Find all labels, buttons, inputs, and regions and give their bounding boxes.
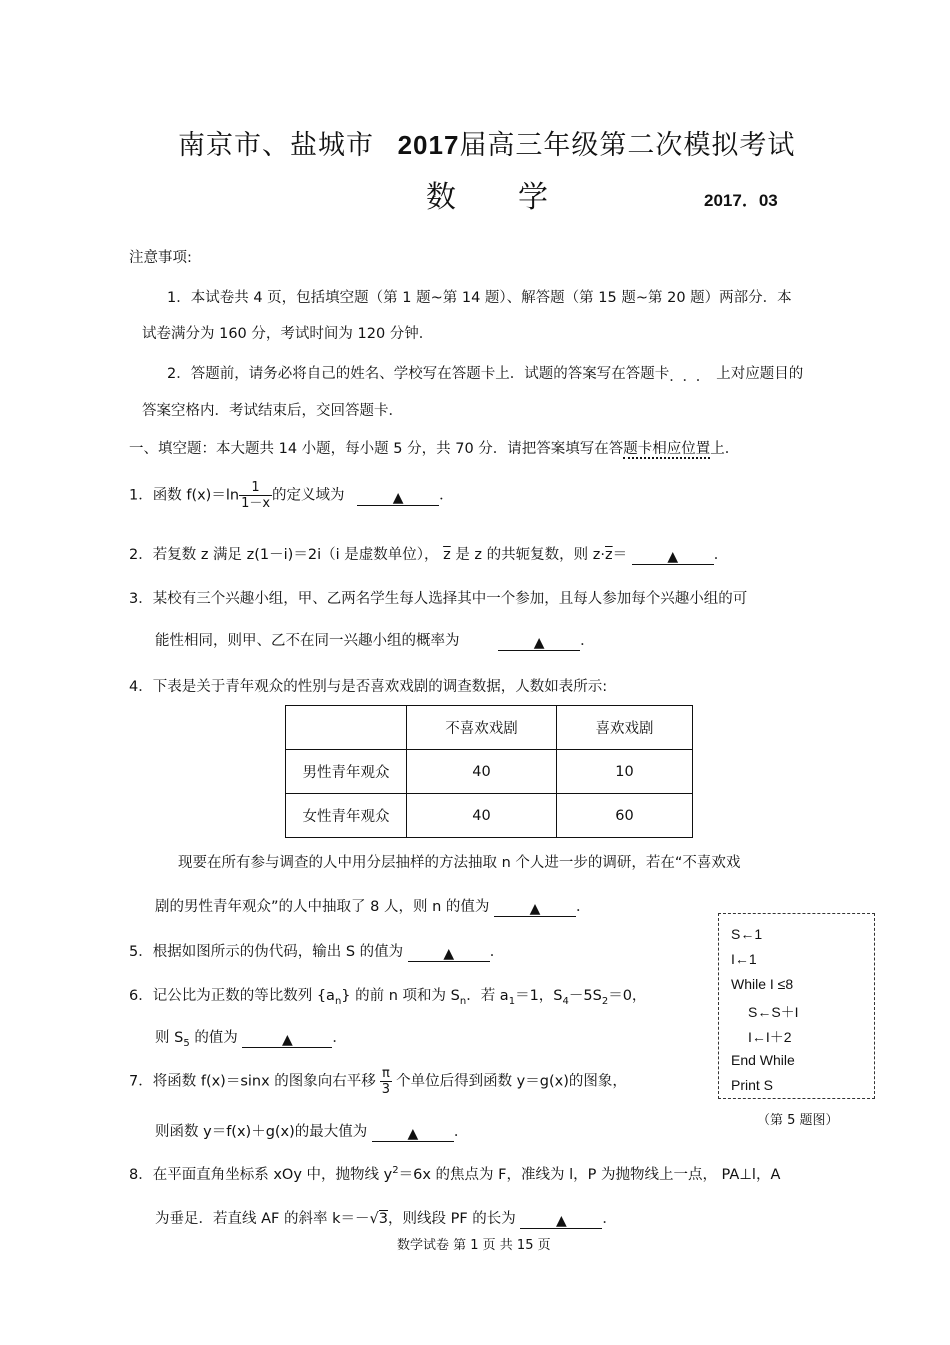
notice-item1-line1: 1．本试卷共 4 页，包括填空题（第 1 题~第 14 题）、解答题（第 15 题~第 20 题）两部分．本 xyxy=(167,290,792,306)
q3-answer-blank: ▲ xyxy=(498,636,580,651)
q7-text-b: 个单位后得到函数 y＝g(x)的图象， xyxy=(396,1073,627,1090)
exam-title xyxy=(178,123,795,162)
table-header-cell xyxy=(286,706,407,750)
question-4-line1: 4．下表是关于青年观众的性别与是否喜欢戏剧的调查数据，人数如表所示: xyxy=(129,679,608,695)
notice-heading: 注意事项: xyxy=(129,250,192,266)
q8-line2-text-a: 为垂足．若直线 AF 的斜率 k＝－ xyxy=(155,1211,370,1227)
q5-answer-blank: ▲ xyxy=(408,947,490,962)
q5-text: 5．根据如图所示的伪代码，输出 S 的值为 xyxy=(129,944,404,960)
question-5: 5．根据如图所示的伪代码，输出 S 的值为 ▲ ． xyxy=(129,944,505,962)
code-line: While I ≤8 xyxy=(731,976,794,992)
q4-text: 剧的男性青年观众”的人中抽取了 8 人，则 n 的值为 xyxy=(155,899,490,915)
code-line: End While xyxy=(731,1052,795,1068)
notice-item1-line2: 试卷满分为 160 分，考试时间为 120 分钟． xyxy=(142,326,434,342)
q6-line2-text-a: 则 S xyxy=(155,1030,184,1046)
section-text-a: 一、填空题：本大题共 14 小题，每小题 5 分，共 70 分．请把答案填写在答 xyxy=(129,441,624,457)
table-cell: 10 xyxy=(557,750,693,794)
table-cell: 60 xyxy=(557,794,693,838)
section-emphasis: 题卡相应位置 xyxy=(623,441,711,457)
q2-text-c: ＝ xyxy=(612,547,628,563)
q2-answer-blank: ▲ xyxy=(632,550,714,565)
q1-numerator: 1 xyxy=(239,480,272,496)
q8-sqrt-value: 3 xyxy=(378,1211,388,1227)
q7-text-a: 7．将函数 f(x)＝sinx 的图象向右平移 xyxy=(129,1073,376,1090)
question-4-line3: 剧的男性青年观众”的人中抽取了 8 人，则 n 的值为 ▲ ． xyxy=(155,899,591,917)
page-footer: 数学试卷 第 1 页 共 15 页 xyxy=(397,1238,551,1253)
title-rest: 届高三年级第二次模拟考试 xyxy=(459,130,796,161)
question-3-line2: 能性相同，则甲、乙不在同一兴趣小组的概率为 ▲ ． xyxy=(155,633,595,651)
exam-date: 2017．03 xyxy=(704,191,778,210)
section-heading xyxy=(129,437,739,458)
code-line: S←S＋I xyxy=(748,1004,799,1020)
q7-fraction xyxy=(380,1066,392,1097)
table-header-cell: 喜欢戏剧 xyxy=(557,706,693,750)
q2-zbar-2: $\overline{z}$ xyxy=(605,547,613,563)
q6-answer-blank: ▲ xyxy=(242,1033,332,1048)
q3-text: 能性相同，则甲、乙不在同一兴趣小组的概率为 xyxy=(155,633,460,649)
q6-line2-text-b: 的值为 xyxy=(194,1030,238,1046)
q2-zbar: $\overline{z}$ xyxy=(443,547,451,563)
q7-numerator: π xyxy=(380,1066,392,1082)
notice-item2-line1 xyxy=(167,362,803,383)
table-cell: 40 xyxy=(407,794,557,838)
question-2: 2．若复数 z 满足 z(1－i)＝2i（i 是虚数单位）， $\overline{z}$ 是 z 的共轭复数，则 $z\cdot\overline{z}=$ ▲ ． xyxy=(129,547,729,565)
q2-text-a: 2．若复数 z 满足 z(1－i)＝2i（i 是虚数单位）， xyxy=(129,547,439,563)
notice-item2-text-a: 2．答题前，请务必将自己的姓名、学校写在答题卡上．试题的答案写在答题卡 xyxy=(167,366,670,382)
table-row xyxy=(286,794,693,838)
q7-answer-blank: ▲ xyxy=(372,1127,454,1142)
q1-denominator: 1－x xyxy=(241,496,271,511)
q6-text-e: －5S xyxy=(568,988,602,1004)
question-7-line1 xyxy=(129,1066,627,1097)
figure-caption: （第 5 题图） xyxy=(757,1113,839,1128)
q8-line2-text-b: ，则线段 PF 的长为 xyxy=(387,1211,516,1227)
q8-answer-blank: ▲ xyxy=(520,1214,602,1229)
notice-item2-text-b: 上对应题目的 xyxy=(716,366,804,382)
q7-line2-text: 则函数 y＝f(x)＋g(x)的最大值为 xyxy=(155,1124,368,1140)
code-line: I←1 xyxy=(731,951,757,967)
sqrt-sign: √ xyxy=(369,1211,379,1227)
question-6-line2: 则 $S_5$ 的值为 ▲ ． xyxy=(155,1030,347,1049)
table-row xyxy=(286,750,693,794)
q4-answer-blank: ▲ xyxy=(494,902,576,917)
q6-text-b: } 的前 n 项和为 S xyxy=(341,988,460,1004)
q1-text-a: 1．函数 f(x)＝ln xyxy=(129,487,240,504)
title-year: 2017 xyxy=(397,130,460,160)
table-header-row xyxy=(286,706,693,750)
notice-item2-line2: 答案空格内．考试结束后，交回答题卡． xyxy=(142,403,403,419)
q6-text-c: ．若 a xyxy=(466,988,509,1004)
table-cell: 男性青年观众 xyxy=(286,750,407,794)
q1-fraction xyxy=(239,480,272,511)
question-8-line2: 为垂足．若直线 AF 的斜率 k＝－√3，则线段 PF 的长为 ▲ ． xyxy=(155,1211,617,1229)
question-6-line1: 6．记公比为正数的等比数列 $\{a_n\}$ 的前 n 项和为 $S_n$．若 $a_1=1$，$S_4-5S_2=0$， xyxy=(129,988,647,1007)
q7-denominator: 3 xyxy=(381,1082,391,1097)
table-cell: 40 xyxy=(407,750,557,794)
subject-title: 数学 xyxy=(426,180,610,215)
q1-answer-blank: ▲ xyxy=(357,491,439,506)
title-cities: 南京市、盐城市 xyxy=(178,130,374,161)
q6-text-d: ＝1，S xyxy=(515,988,563,1004)
question-7-line2: 则函数 y＝f(x)＋g(x)的最大值为 ▲ ． xyxy=(155,1124,469,1142)
pseudocode-box xyxy=(718,913,875,1099)
q8-text-a: 8．在平面直角坐标系 xOy 中，抛物线 y xyxy=(129,1167,393,1183)
question-3-line1: 3．某校有三个兴趣小组，甲、乙两名学生每人选择其中一个参加，且每人参加每个兴趣小组的可 xyxy=(129,591,748,607)
q6-text-f: ＝0， xyxy=(608,988,647,1004)
q6-text-a: 6．记公比为正数的等比数列 {a xyxy=(129,988,335,1004)
table-header-cell: 不喜欢戏剧 xyxy=(407,706,557,750)
question-8-line1: 8．在平面直角坐标系 xOy 中，抛物线 $y^2=6x$ 的焦点为 F，准线为 l，P 为抛物线上一点， PA⊥l，A xyxy=(129,1165,781,1183)
question-1: 1．函数 f(x)＝ln $\frac{1}{1-x}$ 的定义域为 ▲ ． xyxy=(129,480,454,511)
code-line: S←1 xyxy=(731,926,763,942)
q8-text-b: ＝6x 的焦点为 F，准线为 l，P 为抛物线上一点， PA⊥l，A xyxy=(398,1167,781,1183)
table-cell: 女性青年观众 xyxy=(286,794,407,838)
code-line: I←I＋2 xyxy=(748,1029,792,1045)
emphasis-dots: ．．． xyxy=(669,369,717,385)
code-line: Print S xyxy=(731,1077,774,1093)
section-text-b: 上． xyxy=(710,441,740,457)
survey-table xyxy=(285,705,693,838)
q2-text-b: 是 z 的共轭复数，则 z· xyxy=(455,547,605,563)
question-4-line2: 现要在所有参与调查的人中用分层抽样的方法抽取 n 个人进一步的调研，若在“不喜欢戏 xyxy=(178,855,741,871)
q1-text-b: 的定义域为 xyxy=(272,487,345,504)
